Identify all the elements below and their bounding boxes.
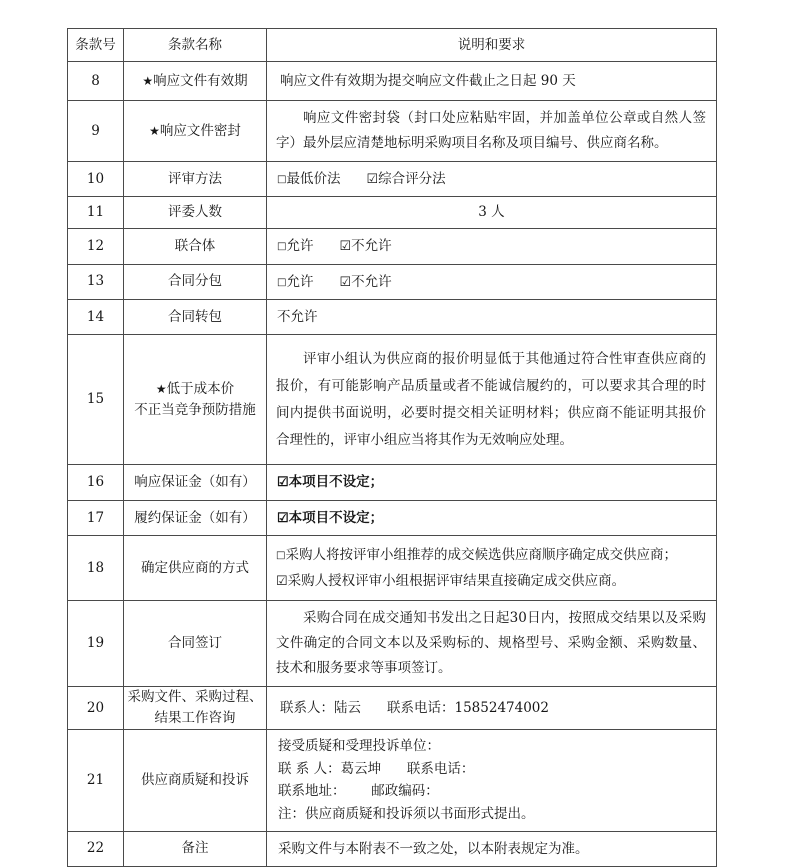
complaint-line: 接受质疑和受理投诉单位： [278, 738, 440, 755]
complaint-line: 联系地址： 邮政编码： [278, 783, 439, 800]
term-name-line-1: ★ 低于成本价 [124, 379, 266, 400]
row-number: 22 [68, 831, 124, 866]
checkbox-direct-determination[interactable] [276, 573, 288, 589]
row-description [267, 264, 717, 299]
row-number: 15 [68, 335, 124, 465]
row-description: 采购文件与本附表不一致之处，以本附表规定为准。 [267, 831, 717, 866]
row-term-name: 合同分包 [124, 264, 267, 299]
star-icon [142, 73, 153, 89]
row-description: 不允许 [267, 300, 717, 335]
term-name-line-2: 不正当竞争预防措施 [134, 401, 256, 418]
table-header-row [68, 29, 717, 62]
row-term-name [124, 335, 267, 465]
row-number: 20 [68, 687, 124, 730]
row-term-name: ★ 响应文件有效期 [124, 62, 267, 101]
row-term-name: 合同转包 [124, 300, 267, 335]
checkbox-not-allow[interactable] [339, 274, 351, 290]
row-number: 19 [68, 601, 124, 687]
term-name-line-2: 结果工作咨询 [154, 710, 236, 727]
row-number: 11 [68, 197, 124, 229]
row-term-name: 联合体 [124, 229, 267, 264]
row-term-name: 评审方法 [124, 161, 267, 196]
table-row [68, 300, 717, 335]
row-term-name [124, 687, 267, 730]
row-term-name: 履约保证金（如有） [124, 500, 267, 535]
subcontract-options: □ 允许 ☑ 不允许 [267, 265, 716, 299]
consultation-contact [267, 691, 716, 725]
row-description: 采购合同在成交通知书发出之日起30日内，按照成交结果以及采购文件确定的合同文本以及采购标的、规格型号、采购金额、采购数量、技术和服务要求等事项签订。 [267, 601, 717, 687]
bid-bond-line: ☑ 本项目不设定； [277, 470, 706, 494]
table-row [68, 161, 717, 196]
star-icon [156, 381, 167, 397]
contact-phone: 联系电话：15852474002 [387, 699, 549, 716]
table-row [68, 687, 717, 730]
row-number: 12 [68, 229, 124, 264]
row-number: 21 [68, 730, 124, 832]
supplier-determination-options [267, 537, 716, 600]
row-description [267, 500, 717, 535]
table-row [68, 465, 717, 500]
checkbox-not-allow[interactable] [339, 238, 351, 254]
row-term-name: 供应商质疑和投诉 [124, 730, 267, 832]
row-number: 10 [68, 161, 124, 196]
table-row [68, 229, 717, 264]
row-number: 17 [68, 500, 124, 535]
header-cell-desc: 说明和要求 [267, 29, 717, 62]
row-number: 14 [68, 300, 124, 335]
row-description [267, 730, 717, 832]
star-icon [149, 123, 160, 139]
complaint-contact-block [267, 730, 716, 831]
row-description: 响应文件密封袋（封口处应粘贴牢固，并加盖单位公章或自然人签字）最外层应清楚地标明采购项目名称及项目编号、供应商名称。 [267, 101, 717, 162]
table-row [68, 264, 717, 299]
procurement-terms-table [67, 28, 717, 867]
checkbox-not-set[interactable] [277, 510, 289, 526]
row-number: 8 [68, 62, 124, 101]
complaint-line: 注：供应商质疑和投诉须以书面形式提出。 [278, 806, 535, 823]
consortium-options: □ 允许 ☑ 不允许 [267, 229, 716, 263]
evaluation-method-options: □ 最低价法 ☑ 综合评分法 [267, 162, 716, 196]
table-row [68, 831, 717, 866]
table-row [68, 601, 717, 687]
table-row [68, 500, 717, 535]
header-cell-no: 条款号 [68, 29, 124, 62]
option-direct-determination: ☑ 采购人授权评审小组根据评审结果直接确定成交供应商。 [276, 568, 706, 594]
table-row [68, 536, 717, 601]
row-description [267, 536, 717, 601]
performance-bond-line: ☑ 本项目不设定； [277, 506, 706, 530]
row-number: 18 [68, 536, 124, 601]
checkbox-not-set[interactable] [277, 474, 289, 490]
row-term-name: 合同签订 [124, 601, 267, 687]
checkbox-comprehensive-score[interactable] [366, 171, 378, 187]
row-number: 9 [68, 101, 124, 162]
row-number: 13 [68, 264, 124, 299]
row-number: 16 [68, 465, 124, 500]
row-description: 响应文件有效期为提交响应文件截止之日起 90 天 [267, 62, 717, 101]
row-term-name: 评委人数 [124, 197, 267, 229]
contact-person: 联系人：陆云 [280, 699, 361, 716]
term-name-line-1: 采购文件、采购过程、 [127, 689, 263, 706]
table-row [68, 197, 717, 229]
row-term-name: 确定供应商的方式 [124, 536, 267, 601]
header-cell-name: 条款名称 [124, 29, 267, 62]
table-row [68, 101, 717, 162]
row-description [267, 197, 717, 229]
row-description: 评审小组认为供应商的报价明显低于其他通过符合性审查供应商的报价，有可能影响产品质量或者不能诚信履约的，可以要求其合理的时间内提供书面说明，必要时提交相关证明材料；供应商不能证明其报价合理性的，评审小组应当将其作为无效响应处理。 [267, 335, 717, 465]
table-row [68, 335, 717, 465]
row-description [267, 687, 717, 730]
row-description [267, 229, 717, 264]
option-recommended-order: □ 采购人将按评审小组推荐的成交候选供应商顺序确定成交供应商； [276, 542, 706, 568]
performance-bond-value [267, 501, 716, 535]
table-row [68, 730, 717, 832]
row-term-name: 响应保证金（如有） [124, 465, 267, 500]
bid-bond-value [267, 465, 716, 499]
complaint-line: 联 系 人：葛云坤 联系电话： [278, 760, 475, 777]
table-row [68, 62, 717, 101]
row-description [267, 161, 717, 196]
row-description [267, 465, 717, 500]
judge-count-value: 3 人 [478, 204, 505, 221]
row-term-name: 备注 [124, 831, 267, 866]
row-term-name: ★ 响应文件密封 [124, 101, 267, 162]
